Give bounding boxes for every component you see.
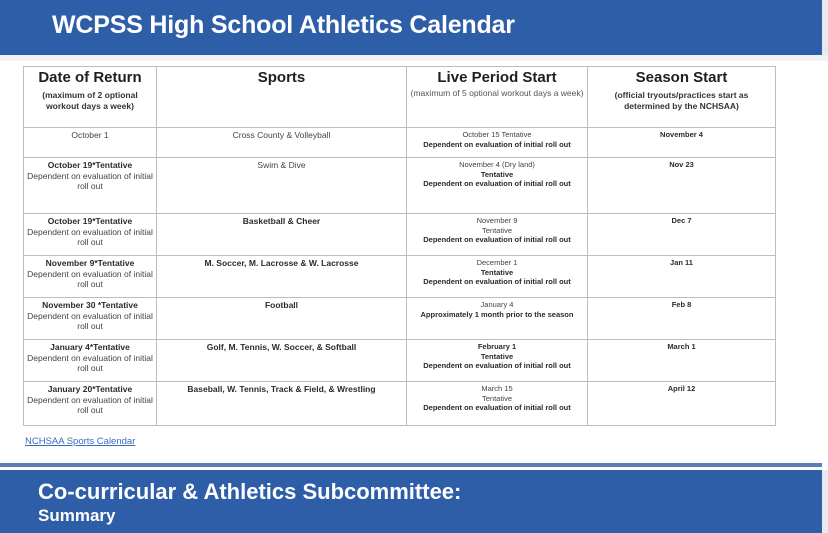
table-row (24, 158, 776, 214)
cell-season-start (588, 382, 776, 426)
live-start-text: January 4 (480, 300, 514, 309)
sports-text: Golf, M. Tennis, W. Soccer, & Softball (206, 342, 357, 352)
live-start-text: October 15 Tentative (462, 130, 532, 139)
live-note-text: Dependent on evaluation of initial roll out (423, 361, 571, 370)
header-divider (0, 55, 828, 61)
season-start-text: Jan 11 (670, 258, 693, 267)
sports-text: Swim & Dive (257, 160, 306, 170)
cell-season-start (588, 158, 776, 214)
cell-live-period-start (407, 214, 588, 256)
cell-date-of-return (24, 382, 157, 426)
live-note-text: Dependent on evaluation of initial roll out (423, 277, 571, 286)
live-start-text: November 9 (476, 216, 518, 225)
cell-live-period-start (407, 256, 588, 298)
cell-sports (157, 340, 407, 382)
cell-date-of-return (24, 340, 157, 382)
season-start-text: November 4 (660, 130, 703, 139)
cell-season-start (588, 256, 776, 298)
section-divider (0, 463, 822, 467)
cell-season-start (588, 298, 776, 340)
live-tentative-text: Tentative (481, 225, 513, 235)
season-start-text: March 1 (667, 342, 696, 351)
cell-live-period-start (407, 382, 588, 426)
cell-sports (157, 158, 407, 214)
column-subtitle: (official tryouts/practices start as determined by the NCHSAA) (614, 90, 749, 111)
table-row (24, 128, 776, 158)
footer-banner (0, 470, 828, 533)
table-row (24, 256, 776, 298)
date-note-text: Dependent on evaluation of initial roll out (27, 310, 153, 331)
date-note-text: Dependent on evaluation of initial roll out (27, 226, 153, 247)
cell-sports (157, 256, 407, 298)
live-start-text: March 15 (481, 384, 513, 393)
live-tentative-text: Tentative (480, 169, 514, 179)
sports-text: Cross County & Volleyball (232, 130, 331, 140)
column-title: Date of Return (38, 69, 142, 86)
date-return-text: October 19*Tentative (47, 160, 133, 170)
cell-date-of-return (24, 298, 157, 340)
cell-live-period-start (407, 128, 588, 158)
date-return-text: November 30 *Tentative (42, 300, 138, 310)
cell-live-period-start (407, 158, 588, 214)
live-note-text: Dependent on evaluation of initial roll out (423, 235, 571, 244)
cell-sports (157, 382, 407, 426)
live-tentative-text: Approximately 1 month prior to the season (420, 309, 574, 319)
column-title: Season Start (635, 69, 728, 86)
table-row (24, 340, 776, 382)
column-header-sports (157, 67, 407, 128)
season-start-text: Nov 23 (669, 160, 694, 169)
cell-season-start (588, 214, 776, 256)
date-note-text: Dependent on evaluation of initial roll out (27, 268, 153, 289)
live-note-text: Dependent on evaluation of initial roll out (423, 403, 571, 412)
column-header-live-period-start (407, 67, 588, 128)
nchsaa-sports-calendar-link[interactable]: NCHSAA Sports Calendar (25, 436, 136, 447)
table-row (24, 214, 776, 256)
date-return-text: October 19*Tentative (47, 216, 133, 226)
cell-live-period-start (407, 340, 588, 382)
sports-text: Basketball & Cheer (242, 216, 321, 226)
season-start-text: Dec 7 (671, 216, 692, 225)
sports-text: Baseball, W. Tennis, Track & Field, & Wrestling (187, 384, 376, 394)
sports-text: M. Soccer, M. Lacrosse & W. Lacrosse (204, 258, 359, 268)
live-start-text: December 1 (476, 258, 518, 267)
table-header-row (24, 67, 776, 128)
date-return-text: October 1 (71, 130, 109, 140)
live-start-text: November 4 (Dry land) (459, 160, 535, 169)
date-note-text: Dependent on evaluation of initial roll out (27, 352, 153, 373)
cell-sports (157, 214, 407, 256)
section-subtitle: Summary (38, 506, 116, 525)
date-note-text: Dependent on evaluation of initial roll out (27, 170, 153, 191)
season-start-text: April 12 (667, 384, 696, 393)
live-start-text: February 1 (477, 342, 517, 351)
live-note-text: Dependent on evaluation of initial roll out (423, 139, 571, 149)
season-start-text: Feb 8 (671, 300, 692, 309)
athletics-calendar-table (23, 66, 776, 426)
cell-season-start (588, 128, 776, 158)
page-title: WCPSS High School Athletics Calendar (52, 11, 515, 39)
cell-date-of-return (24, 158, 157, 214)
column-header-date-of-return (24, 67, 157, 128)
column-subtitle: (maximum of 5 optional workout days a week) (410, 88, 584, 98)
cell-live-period-start (407, 298, 588, 340)
sports-text: Football (264, 300, 299, 310)
cell-season-start (588, 340, 776, 382)
section-title: Co-curricular & Athletics Subcommittee: (38, 479, 462, 504)
column-header-season-start (588, 67, 776, 128)
cell-date-of-return (24, 214, 157, 256)
table-row (24, 382, 776, 426)
column-subtitle: (maximum of 2 optional workout days a week) (42, 90, 138, 111)
live-note-text: Dependent on evaluation of initial roll out (423, 179, 571, 188)
live-tentative-text: Tentative (480, 267, 514, 277)
cell-date-of-return (24, 256, 157, 298)
cell-date-of-return (24, 128, 157, 158)
live-tentative-text: Tentative (480, 351, 514, 361)
date-note-text: Dependent on evaluation of initial roll out (27, 394, 153, 415)
cell-sports (157, 128, 407, 158)
date-return-text: January 4*Tentative (50, 342, 130, 352)
cell-sports (157, 298, 407, 340)
date-return-text: January 20*Tentative (47, 384, 133, 394)
column-title: Live Period Start (437, 69, 557, 86)
live-tentative-text: Tentative (481, 393, 513, 403)
header-banner (0, 0, 828, 55)
column-title: Sports (257, 69, 306, 86)
table-row (24, 298, 776, 340)
date-return-text: November 9*Tentative (45, 258, 135, 268)
